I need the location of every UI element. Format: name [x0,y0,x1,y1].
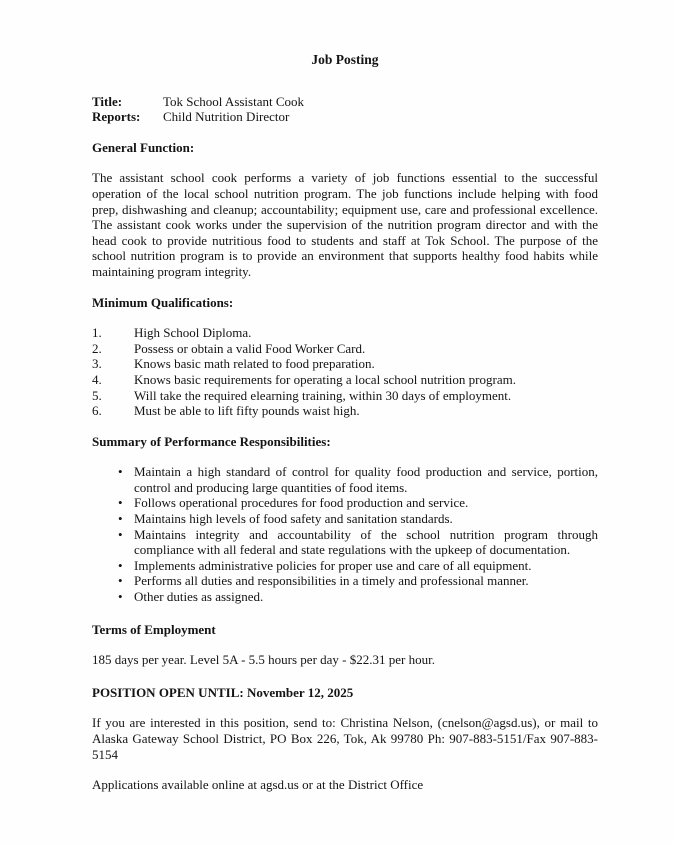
list-item [92,356,598,372]
list-item-text: Follows operational procedures for food production and service. [134,495,469,511]
list-item [92,589,598,605]
bullet-icon: • [118,464,123,480]
bullet-icon: • [118,511,123,527]
list-item [92,372,598,388]
list-item-text: Maintains high levels of food safety and sanitation standards. [134,511,453,527]
applications-footer-line: Applications available online at agsd.us or at the District Office [92,777,424,793]
list-item [92,388,598,404]
contact-paragraph: If you are interested in this position, send to: Christina Nelson, (cnelson@agsd.us), or mail to Alaska Gateway School District, PO Box 226, Tok, Ak 99780 Ph: 907-883-5151/Fax 907-883-5154 [92,715,598,762]
list-item-text: Must be able to lift fifty pounds waist high. [134,403,360,419]
list-item-text: High School Diploma. [134,325,252,341]
bullet-icon: • [118,589,123,605]
list-number: 3. [92,356,102,372]
title-value: Tok School Assistant Cook [163,93,305,109]
terms-of-employment-text: 185 days per year. Level 5A - 5.5 hours per day - $22.31 per hour. [92,652,435,668]
bullet-icon: • [118,495,123,511]
document-title: Job Posting [311,52,379,67]
list-number: 6. [92,403,102,419]
meta-row-reports [92,109,598,125]
list-item [92,511,598,527]
meta-row-title [92,94,598,110]
position-open-until-line: POSITION OPEN UNTIL: November 12, 2025 [92,684,354,700]
list-number: 2. [92,340,102,356]
list-item-text: Maintain a high standard of control for quality food production and service, portion, control and producing large quantities of food items. [134,464,598,495]
title-label: Title: [92,93,123,109]
general-function-heading: General Function: [92,139,195,155]
list-item [92,558,598,574]
list-number: 5. [92,387,102,403]
list-item-text: Possess or obtain a valid Food Worker Card. [134,340,366,356]
performance-responsibilities-list [92,464,598,604]
list-item [92,573,598,589]
list-item-text: Performs all duties and responsibilities in a timely and professional manner. [134,573,529,589]
list-number: 1. [92,325,102,341]
list-item-text: Knows basic math related to food preparation. [134,356,375,372]
list-item-text: Implements administrative policies for proper use and care of all equipment. [134,557,532,573]
list-item [92,527,598,558]
list-item-text: Will take the required elearning training, within 30 days of employment. [134,387,512,403]
minimum-qualifications-heading: Minimum Qualifications: [92,294,234,310]
list-item [92,325,598,341]
list-item-text: Maintains integrity and accountability of the school nutrition program through compliance with all federal and state regulations with the upkeep of documentation. [134,526,598,558]
minimum-qualifications-list [92,325,598,419]
bullet-icon: • [118,557,123,573]
list-item-text: Other duties as assigned. [134,589,264,605]
meta-block [92,94,598,125]
reports-label: Reports: [92,109,141,125]
list-item [92,464,598,495]
performance-responsibilities-heading: Summary of Performance Responsibilities: [92,433,331,449]
list-item [92,495,598,511]
bullet-icon: • [118,573,123,589]
reports-value: Child Nutrition Director [163,109,290,125]
list-number: 4. [92,371,102,387]
list-item [92,403,598,419]
list-item-text: Knows basic requirements for operating a local school nutrition program. [134,371,516,387]
terms-of-employment-heading: Terms of Employment [92,621,216,637]
bullet-icon: • [118,526,123,542]
list-item [92,341,598,357]
general-function-paragraph: The assistant school cook performs a variety of job functions essential to the successful operation of the local school nutrition program. The job functions include helping with food prep, dishwashing and cleanup; accountability; equipment use, care and professional excellence. The assistant cook works under the supervision of the nutrition program director and with the head cook to provide nutritious food to students and staff at Tok School. The purpose of the school nutrition program is to provide an environment that supports healthy food habits while maintaining program integrity. [92,170,598,279]
